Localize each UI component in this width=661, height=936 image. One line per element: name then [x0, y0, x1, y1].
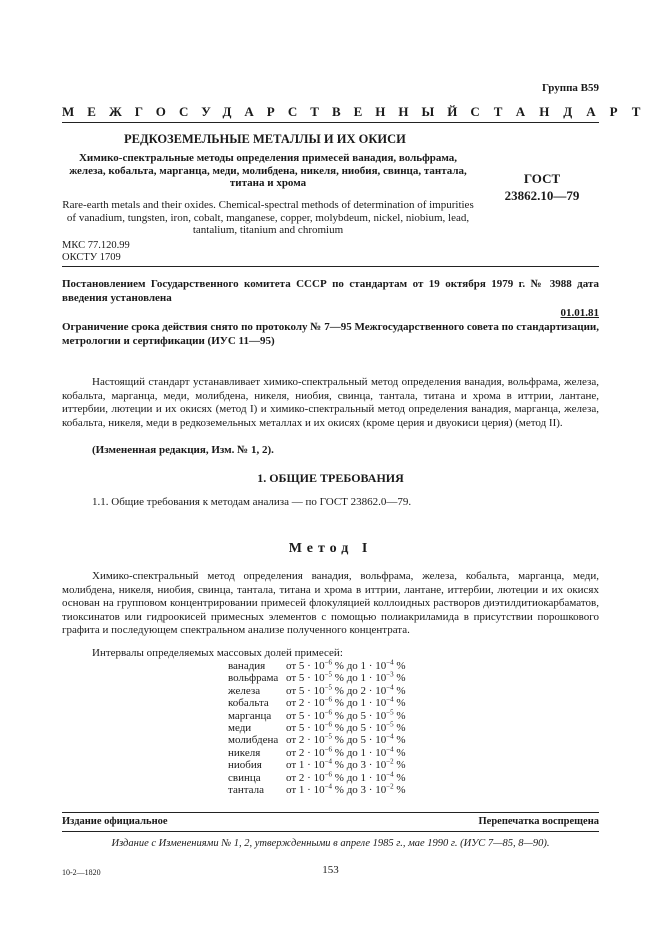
changes-note: Издание с Изменениями № 1, 2, утвержденными в апреле 1985 г., мае 1990 г. (ИУС 7—85, 8—90). — [111, 838, 550, 849]
document-subtitle-ru: Химико-спектральные методы определения примесей ванадия, вольфрама, железа, кобальта, марганца, меди, молибдена, никеля, ниобия, свинца, тантала, титана и хрома — [69, 152, 467, 189]
interval-element: свинца — [228, 771, 261, 784]
interval-range: от $5 \cdot 10^{-5}$ % до $1 \cdot 10^{-3}$ % — [286, 670, 406, 685]
interval-element: ванадия — [228, 660, 266, 672]
interval-element: ниобия — [228, 759, 262, 772]
gost-designation — [486, 170, 598, 204]
interval-element: тантала — [228, 784, 265, 797]
interval-range: от $2 \cdot 10^{-6}$ % до $1 \cdot 10^{-4}$ % — [286, 695, 406, 710]
interval-row — [228, 747, 406, 759]
interval-row — [228, 685, 406, 697]
interval-row — [228, 672, 406, 684]
interval-row — [228, 697, 406, 709]
interval-element: марганца — [228, 709, 272, 722]
section-1-text: 1.1. Общие требования к методам анализа — по ГОСТ 23862.0—79. — [92, 496, 412, 508]
okstu-code: ОКСТУ 1709 — [62, 251, 121, 263]
interval-row — [228, 759, 406, 771]
edition-note: (Измененная редакция, Изм. № 1, 2). — [92, 444, 274, 456]
official-edition-label: Издание официальное — [62, 816, 168, 827]
gost-number: 23862.10—79 — [504, 188, 580, 203]
interval-element: никеля — [228, 746, 261, 759]
document-title: РЕДКОЗЕМЕЛЬНЫЕ МЕТАЛЛЫ И ИХ ОКИСИ — [124, 132, 406, 146]
interval-row — [228, 772, 406, 784]
standard-type-header — [62, 104, 655, 120]
header-divider — [62, 122, 599, 123]
footer-divider-2 — [62, 831, 599, 832]
print-code: 10-2—1820 — [62, 868, 101, 877]
group-label: Группа B59 — [541, 82, 599, 94]
interval-range: от $2 \cdot 10^{-6}$ % до $1 \cdot 10^{-4}$ % — [286, 745, 406, 759]
page-number: 153 — [322, 864, 339, 876]
interval-element: железа — [228, 684, 261, 697]
interval-range: от $2 \cdot 10^{-5}$ % до $5 \cdot 10^{-4}$ % — [286, 732, 406, 747]
method-1-description: Химико-спектральный метод определения ванадия, вольфрама, железа, кобальта, марганца, меди, молибдена, никеля, ниобия, свинца, тантала, титана и хрома в иттрии, лантане, иттербии, лютеции и их окисях основан на групповом концентрировании примесей флокуляцией коллоидных растворов диэтилдитиокарбаматов, тиоксинатов или гидроокисей примесных элементов с помощью полиакриламида в присутствии порошкового графита и последующем спектральном анализе полученного концентрата. — [62, 570, 599, 636]
classification-codes — [62, 240, 130, 263]
decree-text: Постановлением Государственного комитета СССР по стандартам от 19 октября 1979 г. № 3988 дата введения установлена — [62, 278, 599, 304]
interval-element: вольфрама — [228, 672, 279, 685]
standard-type-left: МЕЖГОСУДАРСТВЕННЫЙ — [62, 104, 471, 119]
interval-range: от $5 \cdot 10^{-6}$ % до $5 \cdot 10^{-5}$ % — [286, 707, 406, 722]
document-subtitle-en: Rare-earth metals and their oxides. Chemical-spectral methods of determination of impurities of vanadium, tungsten, iron, cobalt, manganese, copper, molybdeum, nickel, niobium, lead, tantalium, titanium and chromium — [62, 199, 474, 236]
interval-row — [228, 722, 406, 734]
interval-range: от $5 \cdot 10^{-5}$ % до $2 \cdot 10^{-4}$ % — [286, 683, 406, 697]
interval-row — [228, 784, 406, 796]
standard-type-right: СТАНДАРТ — [470, 104, 655, 119]
interval-row — [228, 710, 406, 722]
mks-code: МКС 77.120.99 — [62, 240, 130, 251]
interval-range: от $1 \cdot 10^{-4}$ % до $3 \cdot 10^{-2}$ % — [286, 757, 406, 772]
intervals-table — [228, 660, 406, 796]
intervals-title: Интервалы определяемых массовых долей примесей: — [92, 647, 343, 659]
footer-divider — [62, 812, 599, 813]
interval-row — [228, 660, 406, 672]
codes-divider — [62, 266, 599, 267]
restriction-text: Ограничение срока действия снято по протоколу № 7—95 Межгосударственного совета по стандартизации, метрологии и сертификации (ИУС 11—95) — [62, 321, 599, 347]
intro-paragraph: Настоящий стандарт устанавливает химико-спектральный метод определения ванадия, вольфрама, железа, кобальта, марганца, меди, молибдена, никеля, ниобия, свинца, тантала, титана и хрома в иттрии, лантане, иттербии, лютеции и их окисях (метод I) и химико-спектральный метод определения ванадия, марганца, железа, кобальта, никеля, меди в редкоземельных металлах и их окисях (кроме церия и двуокиси церия) (метод II). — [62, 376, 599, 429]
interval-range: от $1 \cdot 10^{-4}$ % до $3 \cdot 10^{-2}$ % — [286, 782, 406, 797]
interval-row — [228, 734, 406, 746]
interval-range: от $2 \cdot 10^{-6}$ % до $1 \cdot 10^{-4}$ % — [286, 770, 406, 784]
interval-range: от $5 \cdot 10^{-6}$ % до $1 \cdot 10^{-4}$ % — [286, 658, 406, 672]
interval-element: меди — [228, 722, 252, 735]
method-1-heading: Метод I — [288, 541, 373, 556]
interval-range: от $5 \cdot 10^{-6}$ % до $5 \cdot 10^{-5}$ % — [286, 720, 406, 735]
interval-element: молибдена — [228, 734, 279, 747]
intro-date: 01.01.81 — [560, 307, 599, 319]
gost-label: ГОСТ — [523, 171, 561, 186]
reprint-notice: Перепечатка воспрещена — [478, 816, 599, 827]
section-1-heading: 1. ОБЩИЕ ТРЕБОВАНИЯ — [257, 471, 404, 485]
interval-element: кобальта — [228, 697, 269, 710]
